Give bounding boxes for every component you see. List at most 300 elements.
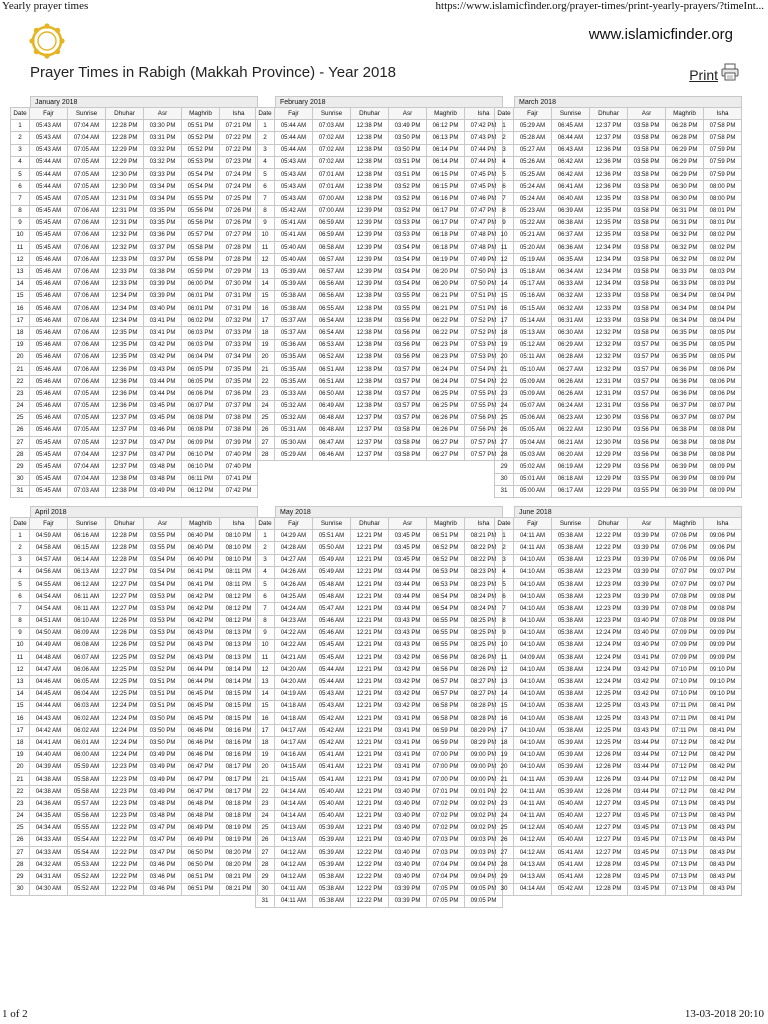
time-cell: 12:22 PM	[351, 883, 389, 895]
table-row	[11, 315, 258, 327]
time-cell: 06:18 PM	[427, 229, 465, 241]
time-cell: 05:54 PM	[182, 181, 220, 193]
time-cell: 03:47 PM	[144, 834, 182, 846]
time-cell: 07:03 PM	[427, 847, 465, 859]
time-cell: 12:38 PM	[351, 315, 389, 327]
time-cell: 06:57 AM	[313, 266, 351, 278]
time-cell: 06:34 AM	[552, 266, 590, 278]
column-header: Isha	[465, 518, 503, 530]
date-cell: 23	[256, 798, 275, 810]
time-cell: 12:27 PM	[106, 603, 144, 615]
time-cell: 06:45 PM	[182, 713, 220, 725]
time-cell: 06:42 PM	[182, 591, 220, 603]
date-cell: 5	[495, 168, 514, 180]
date-cell: 7	[11, 603, 30, 615]
date-cell: 31	[11, 485, 30, 497]
time-cell: 03:39 PM	[628, 566, 666, 578]
time-cell: 05:46 AM	[30, 339, 68, 351]
time-cell: 04:38 AM	[30, 773, 68, 785]
time-cell: 12:37 PM	[106, 424, 144, 436]
time-cell: 12:22 PM	[590, 530, 628, 542]
print-header	[0, 0, 768, 14]
time-cell: 08:42 PM	[704, 773, 742, 785]
time-cell: 05:41 AM	[552, 859, 590, 871]
time-cell: 08:08 PM	[704, 424, 742, 436]
table-row	[256, 254, 503, 266]
time-cell: 12:38 PM	[351, 363, 389, 375]
time-cell: 07:02 AM	[313, 132, 351, 144]
time-cell: 12:34 PM	[590, 278, 628, 290]
time-cell: 06:28 AM	[552, 351, 590, 363]
time-cell: 05:38 AM	[552, 688, 590, 700]
time-cell: 06:36 PM	[666, 363, 704, 375]
time-cell: 12:27 PM	[590, 847, 628, 859]
month-table	[494, 96, 742, 498]
time-cell: 12:39 PM	[351, 266, 389, 278]
time-cell: 04:31 AM	[30, 871, 68, 883]
time-cell: 07:06 AM	[68, 315, 106, 327]
time-cell: 06:37 PM	[666, 412, 704, 424]
month-table	[494, 506, 742, 896]
time-cell: 12:38 PM	[351, 400, 389, 412]
time-cell: 12:27 PM	[590, 822, 628, 834]
date-cell: 28	[495, 449, 514, 461]
printer-icon[interactable]	[720, 62, 740, 87]
time-cell: 12:34 PM	[106, 315, 144, 327]
time-cell: 04:39 AM	[30, 761, 68, 773]
time-cell: 06:25 PM	[427, 400, 465, 412]
time-cell: 03:57 PM	[628, 388, 666, 400]
time-cell: 12:38 PM	[351, 120, 389, 132]
print-label[interactable]: Print	[689, 66, 718, 83]
time-cell: 08:41 PM	[704, 725, 742, 737]
time-cell: 08:20 PM	[220, 847, 258, 859]
time-cell: 12:38 PM	[106, 485, 144, 497]
time-cell: 06:42 PM	[182, 615, 220, 627]
time-cell: 03:54 PM	[144, 554, 182, 566]
time-cell: 08:21 PM	[465, 530, 503, 542]
time-cell: 05:11 AM	[514, 351, 552, 363]
time-cell: 07:24 PM	[220, 181, 258, 193]
time-cell: 07:32 PM	[220, 315, 258, 327]
date-cell: 10	[495, 639, 514, 651]
table-row	[256, 290, 503, 302]
time-cell: 05:43 AM	[313, 700, 351, 712]
date-cell: 19	[495, 749, 514, 761]
time-cell: 05:43 AM	[30, 132, 68, 144]
time-cell: 03:57 PM	[389, 400, 427, 412]
table-row	[256, 193, 503, 205]
time-cell: 07:54 PM	[465, 363, 503, 375]
date-cell: 19	[11, 749, 30, 761]
time-cell: 06:28 PM	[666, 120, 704, 132]
time-cell: 04:13 AM	[275, 822, 313, 834]
time-cell: 12:31 PM	[590, 376, 628, 388]
table-row	[495, 700, 742, 712]
time-cell: 05:52 AM	[68, 883, 106, 895]
time-cell: 05:54 AM	[68, 834, 106, 846]
table-row	[256, 542, 503, 554]
time-cell: 07:12 PM	[666, 737, 704, 749]
time-cell: 08:06 PM	[704, 388, 742, 400]
time-cell: 07:36 PM	[220, 388, 258, 400]
column-header: Date	[256, 108, 275, 120]
time-cell: 08:43 PM	[704, 859, 742, 871]
date-cell: 3	[11, 144, 30, 156]
date-cell: 15	[11, 290, 30, 302]
time-cell: 06:20 PM	[427, 278, 465, 290]
time-cell: 12:32 PM	[590, 351, 628, 363]
time-cell: 04:16 AM	[275, 749, 313, 761]
time-cell: 03:41 PM	[389, 749, 427, 761]
time-cell: 03:47 PM	[144, 847, 182, 859]
time-cell: 12:31 PM	[106, 205, 144, 217]
time-cell: 08:09 PM	[704, 473, 742, 485]
time-cell: 08:42 PM	[704, 749, 742, 761]
date-cell: 13	[11, 676, 30, 688]
date-cell: 25	[11, 412, 30, 424]
time-cell: 04:11 AM	[514, 798, 552, 810]
time-cell: 06:01 PM	[182, 303, 220, 315]
time-cell: 06:40 PM	[182, 542, 220, 554]
time-cell: 06:26 AM	[552, 376, 590, 388]
table-row	[256, 883, 503, 895]
time-cell: 04:24 AM	[275, 603, 313, 615]
date-cell: 14	[11, 278, 30, 290]
time-cell: 07:06 AM	[68, 242, 106, 254]
month-name: March 2018	[514, 96, 742, 107]
table-row	[256, 327, 503, 339]
date-cell: 4	[495, 566, 514, 578]
time-cell: 05:43 AM	[275, 181, 313, 193]
time-cell: 12:28 PM	[106, 132, 144, 144]
time-cell: 03:58 PM	[389, 449, 427, 461]
time-cell: 09:05 PM	[465, 895, 503, 907]
time-cell: 06:53 PM	[427, 566, 465, 578]
time-cell: 06:32 PM	[666, 254, 704, 266]
date-cell: 28	[256, 859, 275, 871]
time-cell: 07:00 PM	[427, 773, 465, 785]
table-row	[495, 627, 742, 639]
time-cell: 09:02 PM	[465, 810, 503, 822]
table-row	[495, 749, 742, 761]
time-cell: 07:56 PM	[465, 424, 503, 436]
table-row	[11, 303, 258, 315]
time-cell: 05:52 PM	[182, 144, 220, 156]
time-cell: 03:41 PM	[389, 713, 427, 725]
time-cell: 06:55 PM	[427, 639, 465, 651]
date-cell: 4	[256, 566, 275, 578]
time-cell: 07:45 PM	[465, 181, 503, 193]
time-cell: 03:51 PM	[144, 676, 182, 688]
prayer-times-table	[494, 517, 742, 896]
table-row	[11, 859, 258, 871]
time-cell: 03:58 PM	[389, 437, 427, 449]
time-cell: 05:45 AM	[30, 217, 68, 229]
time-cell: 04:38 AM	[30, 786, 68, 798]
time-cell: 04:36 AM	[30, 798, 68, 810]
print-button[interactable]	[689, 62, 740, 87]
table-row	[495, 676, 742, 688]
table-row	[11, 181, 258, 193]
column-header: Sunrise	[552, 518, 590, 530]
table-row	[11, 761, 258, 773]
time-cell: 05:46 AM	[30, 412, 68, 424]
time-cell: 05:46 AM	[30, 363, 68, 375]
time-cell: 06:55 PM	[427, 627, 465, 639]
table-row	[256, 676, 503, 688]
date-cell: 26	[256, 424, 275, 436]
time-cell: 04:30 AM	[30, 883, 68, 895]
time-cell: 07:46 PM	[465, 193, 503, 205]
time-cell: 09:05 PM	[465, 883, 503, 895]
time-cell: 06:23 PM	[427, 351, 465, 363]
date-cell: 8	[495, 205, 514, 217]
time-cell: 06:27 PM	[427, 449, 465, 461]
time-cell: 03:58 PM	[628, 290, 666, 302]
time-cell: 05:44 AM	[275, 132, 313, 144]
table-row	[256, 303, 503, 315]
date-cell: 2	[495, 132, 514, 144]
time-cell: 03:42 PM	[389, 700, 427, 712]
table-row	[256, 713, 503, 725]
time-cell: 06:24 PM	[427, 363, 465, 375]
date-cell: 11	[495, 242, 514, 254]
date-cell: 22	[256, 376, 275, 388]
column-header: Maghrib	[182, 518, 220, 530]
time-cell: 07:33 PM	[220, 327, 258, 339]
time-cell: 09:06 PM	[704, 554, 742, 566]
time-cell: 12:26 PM	[590, 773, 628, 785]
date-cell: 14	[495, 278, 514, 290]
time-cell: 03:42 PM	[144, 351, 182, 363]
table-row	[495, 713, 742, 725]
table-row	[256, 603, 503, 615]
date-cell: 11	[11, 242, 30, 254]
time-cell: 03:40 PM	[389, 834, 427, 846]
time-cell: 09:03 PM	[465, 847, 503, 859]
time-cell: 07:55 PM	[465, 388, 503, 400]
date-cell: 6	[11, 181, 30, 193]
time-cell: 07:30 PM	[220, 278, 258, 290]
time-cell: 03:41 PM	[389, 761, 427, 773]
table-row	[256, 871, 503, 883]
time-cell: 05:38 AM	[275, 303, 313, 315]
time-cell: 05:53 AM	[68, 859, 106, 871]
date-cell: 25	[495, 822, 514, 834]
time-cell: 07:07 PM	[666, 578, 704, 590]
time-cell: 08:12 PM	[220, 603, 258, 615]
time-cell: 06:31 AM	[552, 315, 590, 327]
time-cell: 07:05 AM	[68, 437, 106, 449]
date-cell: 4	[11, 566, 30, 578]
time-cell: 03:57 PM	[389, 388, 427, 400]
time-cell: 12:22 PM	[106, 859, 144, 871]
time-cell: 03:45 PM	[628, 834, 666, 846]
time-cell: 08:04 PM	[704, 303, 742, 315]
time-cell: 04:48 AM	[30, 652, 68, 664]
time-cell: 09:09 PM	[704, 639, 742, 651]
time-cell: 06:21 PM	[427, 303, 465, 315]
time-cell: 07:35 PM	[220, 363, 258, 375]
page-number: 1 of 2	[2, 1008, 28, 1020]
time-cell: 07:02 AM	[313, 156, 351, 168]
date-cell: 20	[11, 351, 30, 363]
time-cell: 06:51 AM	[313, 376, 351, 388]
time-cell: 03:40 PM	[389, 798, 427, 810]
time-cell: 03:45 PM	[389, 530, 427, 542]
time-cell: 03:39 PM	[144, 290, 182, 302]
date-cell: 9	[11, 217, 30, 229]
column-header: Sunrise	[313, 518, 351, 530]
table-row	[256, 786, 503, 798]
time-cell: 05:43 AM	[275, 193, 313, 205]
time-cell: 05:18 AM	[514, 266, 552, 278]
table-row	[256, 615, 503, 627]
time-cell: 06:58 AM	[313, 242, 351, 254]
time-cell: 08:10 PM	[220, 554, 258, 566]
table-row	[11, 676, 258, 688]
time-cell: 03:58 PM	[628, 132, 666, 144]
time-cell: 12:37 PM	[351, 424, 389, 436]
time-cell: 07:03 AM	[313, 120, 351, 132]
table-row	[495, 566, 742, 578]
time-cell: 08:13 PM	[220, 627, 258, 639]
time-cell: 05:29 AM	[514, 120, 552, 132]
date-cell: 30	[11, 473, 30, 485]
date-cell: 28	[495, 859, 514, 871]
time-cell: 03:44 PM	[389, 578, 427, 590]
time-cell: 05:39 AM	[552, 773, 590, 785]
time-cell: 08:17 PM	[220, 761, 258, 773]
time-cell: 07:12 PM	[666, 749, 704, 761]
time-cell: 06:17 PM	[427, 205, 465, 217]
table-row	[495, 388, 742, 400]
time-cell: 06:04 AM	[68, 688, 106, 700]
time-cell: 07:06 AM	[68, 351, 106, 363]
time-cell: 03:46 PM	[144, 424, 182, 436]
time-cell: 05:51 PM	[182, 120, 220, 132]
time-cell: 06:39 PM	[666, 461, 704, 473]
date-cell: 16	[256, 713, 275, 725]
time-cell: 03:45 PM	[628, 883, 666, 895]
date-cell: 17	[256, 725, 275, 737]
time-cell: 12:32 PM	[590, 327, 628, 339]
time-cell: 03:35 PM	[144, 217, 182, 229]
time-cell: 04:11 AM	[514, 530, 552, 542]
time-cell: 12:35 PM	[106, 327, 144, 339]
time-cell: 07:23 PM	[220, 156, 258, 168]
time-cell: 08:43 PM	[704, 822, 742, 834]
time-cell: 12:26 PM	[590, 761, 628, 773]
time-cell: 07:04 AM	[68, 461, 106, 473]
time-cell: 06:57 PM	[427, 676, 465, 688]
time-cell: 06:32 AM	[552, 303, 590, 315]
time-cell: 06:12 AM	[68, 578, 106, 590]
time-cell: 08:07 PM	[704, 412, 742, 424]
table-row	[256, 217, 503, 229]
time-cell: 07:40 PM	[220, 461, 258, 473]
time-cell: 12:21 PM	[351, 652, 389, 664]
prayer-times-table	[494, 107, 742, 498]
time-cell: 03:58 PM	[628, 181, 666, 193]
date-cell: 22	[495, 376, 514, 388]
table-row	[495, 132, 742, 144]
date-cell: 12	[11, 254, 30, 266]
time-cell: 06:13 AM	[68, 566, 106, 578]
time-cell: 03:40 PM	[628, 627, 666, 639]
time-cell: 06:06 AM	[68, 664, 106, 676]
time-cell: 07:06 AM	[68, 278, 106, 290]
table-row	[11, 700, 258, 712]
time-cell: 08:10 PM	[220, 530, 258, 542]
time-cell: 03:48 PM	[144, 461, 182, 473]
date-cell: 23	[11, 388, 30, 400]
time-cell: 05:55 PM	[182, 193, 220, 205]
time-cell: 07:05 AM	[68, 412, 106, 424]
time-cell: 04:10 AM	[514, 688, 552, 700]
time-cell: 07:01 AM	[313, 168, 351, 180]
table-row	[495, 120, 742, 132]
table-row	[11, 376, 258, 388]
time-cell: 07:05 AM	[68, 168, 106, 180]
time-cell: 05:51 AM	[313, 530, 351, 542]
time-cell: 06:15 PM	[427, 168, 465, 180]
time-cell: 05:58 AM	[68, 786, 106, 798]
time-cell: 08:23 PM	[465, 578, 503, 590]
time-cell: 05:21 AM	[514, 229, 552, 241]
time-cell: 05:50 AM	[313, 542, 351, 554]
table-row	[495, 278, 742, 290]
time-cell: 12:23 PM	[106, 810, 144, 822]
time-cell: 12:35 PM	[106, 351, 144, 363]
time-cell: 03:40 PM	[389, 786, 427, 798]
table-row	[256, 895, 503, 907]
time-cell: 04:10 AM	[514, 639, 552, 651]
time-cell: 04:11 AM	[275, 883, 313, 895]
time-cell: 07:37 PM	[220, 400, 258, 412]
time-cell: 08:43 PM	[704, 834, 742, 846]
table-row	[256, 749, 503, 761]
table-row	[256, 822, 503, 834]
time-cell: 05:38 AM	[552, 578, 590, 590]
time-cell: 05:35 AM	[275, 351, 313, 363]
time-cell: 07:04 AM	[68, 449, 106, 461]
time-cell: 03:56 PM	[389, 327, 427, 339]
time-cell: 07:39 PM	[220, 437, 258, 449]
time-cell: 04:20 AM	[275, 676, 313, 688]
time-cell: 05:44 AM	[275, 120, 313, 132]
time-cell: 05:46 AM	[30, 424, 68, 436]
time-cell: 12:22 PM	[351, 847, 389, 859]
time-cell: 12:36 PM	[590, 156, 628, 168]
time-cell: 05:44 AM	[275, 144, 313, 156]
time-cell: 05:41 AM	[275, 229, 313, 241]
time-cell: 05:40 AM	[552, 822, 590, 834]
time-cell: 04:55 AM	[30, 578, 68, 590]
time-cell: 07:08 PM	[666, 591, 704, 603]
date-cell: 26	[495, 424, 514, 436]
time-cell: 05:03 AM	[514, 449, 552, 461]
table-row	[11, 834, 258, 846]
time-cell: 05:40 AM	[552, 810, 590, 822]
time-cell: 03:43 PM	[628, 700, 666, 712]
time-cell: 07:00 AM	[313, 193, 351, 205]
time-cell: 06:15 AM	[68, 542, 106, 554]
time-cell: 05:09 AM	[514, 376, 552, 388]
time-cell: 06:19 AM	[552, 461, 590, 473]
time-cell: 12:25 PM	[106, 676, 144, 688]
